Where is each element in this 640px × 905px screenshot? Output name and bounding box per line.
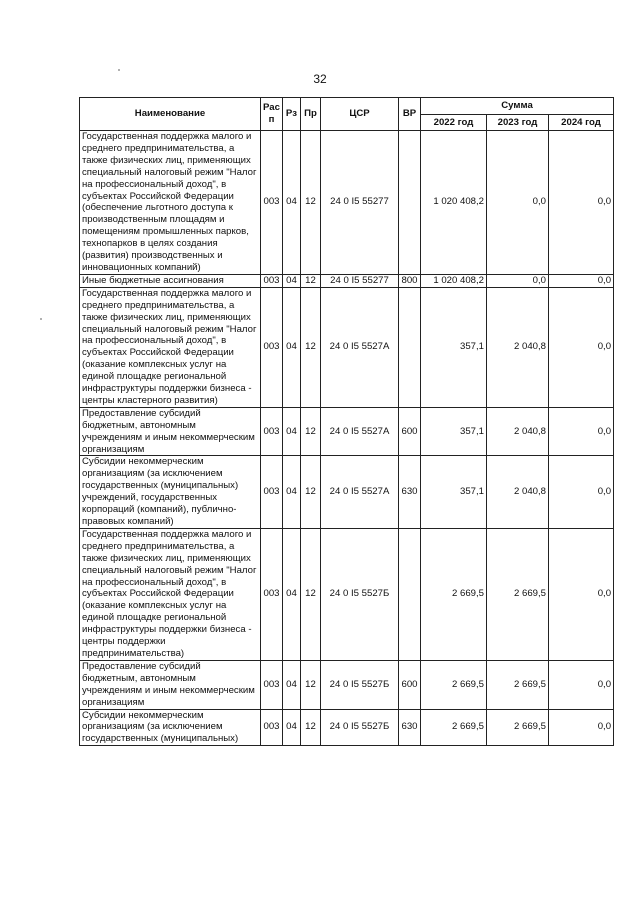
row-name: Иные бюджетные ассигнования — [80, 274, 261, 287]
row-2024: 0,0 — [549, 456, 614, 528]
row-csr: 24 0 I5 5527Б — [321, 660, 399, 709]
row-name: Предоставление субсидий бюджетным, автономным учреждениям и иным некоммерческим организациям — [80, 660, 261, 709]
row-pr: 12 — [301, 287, 321, 407]
row-2023: 0,0 — [487, 274, 549, 287]
row-2023: 2 669,5 — [487, 709, 549, 746]
row-2024: 0,0 — [549, 407, 614, 456]
row-rasp: 003 — [261, 456, 283, 528]
header-name: Наименование — [80, 98, 261, 131]
table-row — [80, 660, 614, 709]
row-rz: 04 — [283, 709, 301, 746]
row-2022: 357,1 — [421, 407, 487, 456]
header-2024: 2024 год — [549, 115, 614, 131]
row-2023: 2 040,8 — [487, 407, 549, 456]
row-pr: 12 — [301, 709, 321, 746]
row-rasp: 003 — [261, 528, 283, 660]
row-pr: 12 — [301, 274, 321, 287]
row-2022: 1 020 408,2 — [421, 274, 487, 287]
row-name: Государственная поддержка малого и среднего предпринимательства, а также физических лиц, применяющих специальный налоговый режим "Налог на профессиональный доход", в субъектах Российской Федерации (оказание комплексных услуг на единой площадке региональной инфраструктуры поддержки бизнеса - центры поддержки предпринимательства) — [80, 528, 261, 660]
row-vr — [399, 287, 421, 407]
row-csr: 24 0 I5 5527А — [321, 456, 399, 528]
row-rasp: 003 — [261, 709, 283, 746]
header-rasp: Рас п — [261, 98, 283, 131]
header-sum: Сумма — [421, 98, 614, 115]
row-name: Предоставление субсидий бюджетным, автономным учреждениям и иным некоммерческим организациям — [80, 407, 261, 456]
table-row — [80, 274, 614, 287]
row-vr: 600 — [399, 407, 421, 456]
row-2023: 2 040,8 — [487, 287, 549, 407]
row-2023: 2 040,8 — [487, 456, 549, 528]
header-pr: Пр — [301, 98, 321, 131]
table-row — [80, 407, 614, 456]
row-2023: 2 669,5 — [487, 660, 549, 709]
row-2022: 2 669,5 — [421, 660, 487, 709]
row-vr: 600 — [399, 660, 421, 709]
table-row — [80, 709, 614, 746]
row-pr: 12 — [301, 131, 321, 275]
row-2022: 357,1 — [421, 456, 487, 528]
table-row — [80, 131, 614, 275]
row-2024: 0,0 — [549, 131, 614, 275]
row-2024: 0,0 — [549, 528, 614, 660]
header-vr: ВР — [399, 98, 421, 131]
row-rz: 04 — [283, 528, 301, 660]
row-2022: 2 669,5 — [421, 709, 487, 746]
row-rz: 04 — [283, 274, 301, 287]
header-csr: ЦСР — [321, 98, 399, 131]
row-rasp: 003 — [261, 660, 283, 709]
row-2024: 0,0 — [549, 274, 614, 287]
budget-table — [79, 97, 614, 746]
row-pr: 12 — [301, 407, 321, 456]
row-name: Субсидии некоммерческим организациям (за исключением государственных (муниципальных) — [80, 709, 261, 746]
row-csr: 24 0 I5 5527Б — [321, 709, 399, 746]
row-rz: 04 — [283, 456, 301, 528]
row-vr — [399, 131, 421, 275]
row-2023: 2 669,5 — [487, 528, 549, 660]
header-rz: Рз — [283, 98, 301, 131]
row-pr: 12 — [301, 528, 321, 660]
row-vr: 630 — [399, 456, 421, 528]
row-2024: 0,0 — [549, 709, 614, 746]
row-rasp: 003 — [261, 407, 283, 456]
row-csr: 24 0 I5 55277 — [321, 274, 399, 287]
row-2023: 0,0 — [487, 131, 549, 275]
row-rasp: 003 — [261, 274, 283, 287]
row-name: Субсидии некоммерческим организациям (за исключением государственных (муниципальных) учреждений, государственных корпораций (компаний), публично-правовых компаний) — [80, 456, 261, 528]
row-2022: 1 020 408,2 — [421, 131, 487, 275]
row-name: Государственная поддержка малого и среднего предпринимательства, а также физических лиц, применяющих специальный налоговый режим "Налог на профессиональный доход", в субъектах Российской Федерации (обеспечение льготного доступа к производственным площадям и помещениям промышленных парков, технопарков в целях создания (развития) производственных и инновационных компаний) — [80, 131, 261, 275]
header-row — [80, 98, 614, 115]
table-row — [80, 456, 614, 528]
row-vr: 630 — [399, 709, 421, 746]
page-number: 32 — [313, 72, 327, 86]
row-2022: 2 669,5 — [421, 528, 487, 660]
table-row — [80, 528, 614, 660]
row-rz: 04 — [283, 131, 301, 275]
row-pr: 12 — [301, 456, 321, 528]
row-rasp: 003 — [261, 287, 283, 407]
row-vr — [399, 528, 421, 660]
header-2023: 2023 год — [487, 115, 549, 131]
row-2022: 357,1 — [421, 287, 487, 407]
row-rz: 04 — [283, 407, 301, 456]
row-vr: 800 — [399, 274, 421, 287]
row-name: Государственная поддержка малого и среднего предпринимательства, а также физических лиц, применяющих специальный налоговый режим "Налог на профессиональный доход", в субъектах Российской Федерации (оказание комплексных услуг на единой площадке региональной инфраструктуры поддержки бизнеса - центры кластерного развития) — [80, 287, 261, 407]
row-csr: 24 0 I5 55277 — [321, 131, 399, 275]
row-2024: 0,0 — [549, 287, 614, 407]
row-rz: 04 — [283, 660, 301, 709]
row-rasp: 003 — [261, 131, 283, 275]
scan-speck — [40, 318, 42, 320]
row-pr: 12 — [301, 660, 321, 709]
scan-speck — [118, 69, 120, 71]
row-csr: 24 0 I5 5527А — [321, 407, 399, 456]
row-rz: 04 — [283, 287, 301, 407]
row-2024: 0,0 — [549, 660, 614, 709]
row-csr: 24 0 I5 5527Б — [321, 528, 399, 660]
row-csr: 24 0 I5 5527А — [321, 287, 399, 407]
header-2022: 2022 год — [421, 115, 487, 131]
table-row — [80, 287, 614, 407]
